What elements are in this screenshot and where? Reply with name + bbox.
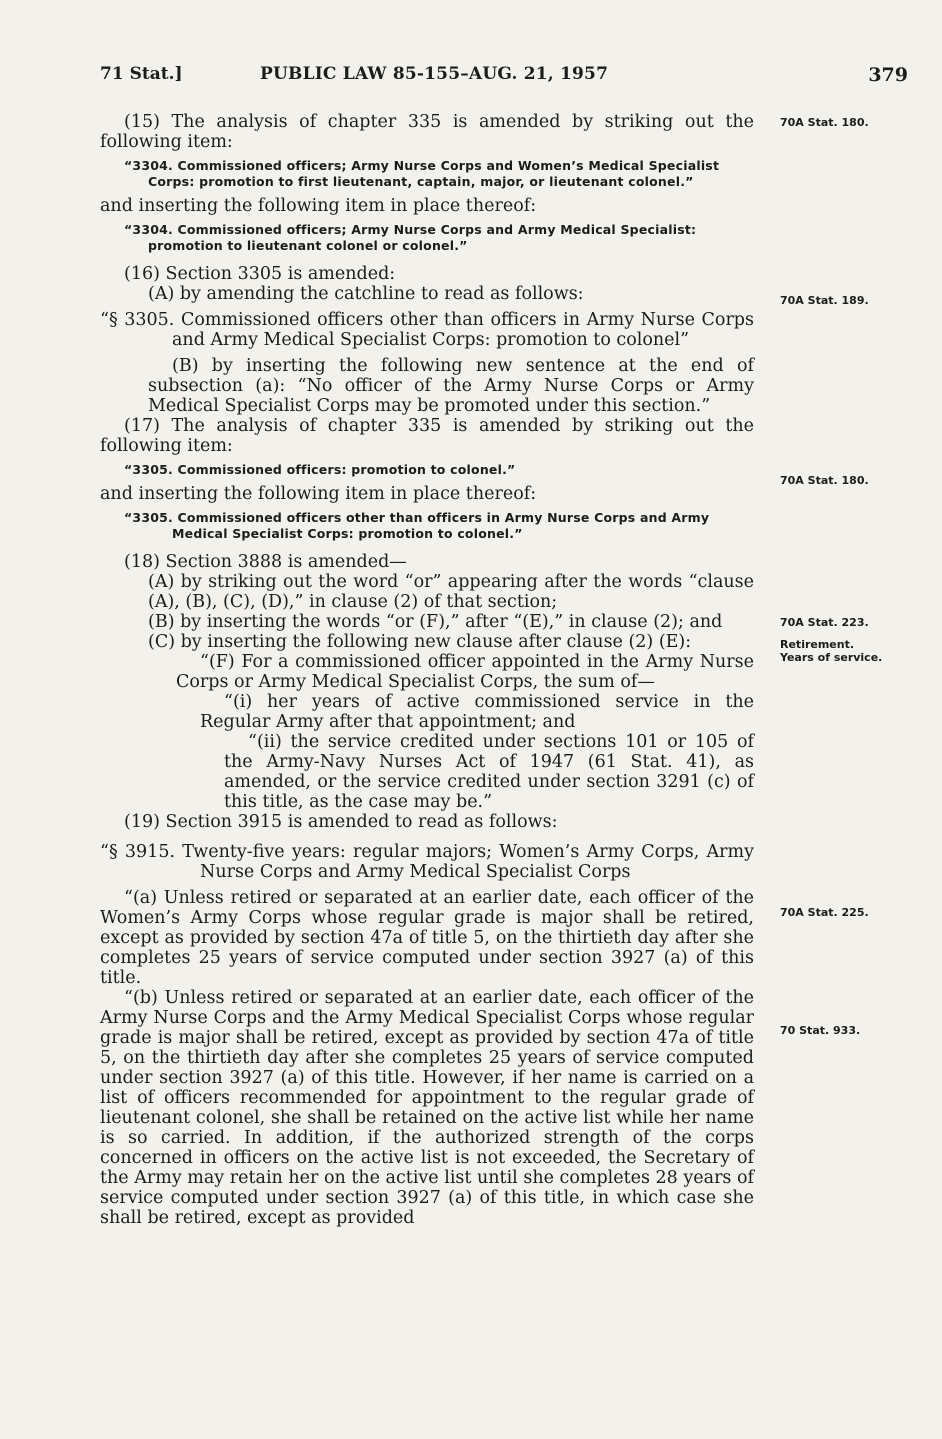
margin-note: 70A Stat. 180. xyxy=(780,116,869,129)
paragraph-18-c: (C) by inserting the following new clause after clause (2) (E): xyxy=(148,632,692,652)
clause-f-ii: “(ii) the service credited under sections 101 or 105 of the Army-Navy Nurses Act of 1947 (61 Stat. 41), as amended, or the service credited under section 3291 (c) of this title, as the case may be.” xyxy=(224,732,754,812)
struck-item-3305: “3305. Commissioned officers: promotion to colonel.” xyxy=(124,462,516,477)
paragraph-19: (19) Section 3915 is amended to read as follows: xyxy=(124,812,558,832)
paragraph-18-b: (B) by inserting the words “or (F),” after “(E),” in clause (2); and xyxy=(148,612,723,632)
law-text xyxy=(100,112,754,1228)
paragraph-18-a: (A) by striking out the word “or” appearing after the words “clause (A), (B), (C), (D),” in clause (2) of that section; xyxy=(148,572,754,612)
inserted-item-3304: “3304. Commissioned officers; Army Nurse Corps and Army Medical Specialist: promotion to lieutenant colonel or colonel.” xyxy=(124,222,697,253)
margin-note: Years of service. xyxy=(780,651,883,664)
inserted-item-3305: “3305. Commissioned officers other than officers in Army Nurse Corps and Army Medical Specialist Corps: promotion to colonel.” xyxy=(124,510,710,541)
paragraph-16-a: (A) by amending the catchline to read as follows: xyxy=(148,284,584,304)
insert-phrase: and inserting the following item in place thereof: xyxy=(100,196,537,216)
law-title: PUBLIC LAW 85-155–AUG. 21, 1957 xyxy=(260,64,609,84)
page-number: 379 xyxy=(868,64,908,86)
section-3305-catchline: “§ 3305. Commissioned officers other than officers in Army Nurse Corps and Army Medical Specialist Corps: promotion to colonel” xyxy=(100,310,754,350)
margin-note: 70A Stat. 180. xyxy=(780,474,869,487)
paragraph-16-b: (B) by inserting the following new sentence at the end of subsection (a): “No officer of the Army Nurse Corps or Army Medical Specialist Corps may be promoted under this section.” xyxy=(148,356,754,416)
section-3915-a: “(a) Unless retired or separated at an earlier date, each officer of the Women’s Army Corps whose regular grade is major shall be retired, except as provided by section 47a of title 5, on the thirtieth day after she completes 25 years of service computed under section 3927 (a) of this title. xyxy=(100,888,754,988)
clause-f: “(F) For a commissioned officer appointed in the Army Nurse Corps or Army Medical Specialist Corps, the sum of— xyxy=(176,652,754,692)
section-3915-catchline: “§ 3915. Twenty-five years: regular majors; Women’s Army Corps, Army Nurse Corps and Army Medical Specialist Corps xyxy=(100,842,754,882)
paragraph-18: (18) Section 3888 is amended— xyxy=(124,552,407,572)
struck-item-3304: “3304. Commissioned officers; Army Nurse Corps and Women’s Medical Specialist Corps: promotion to first lieutenant, captain, major, or lieutenant colonel.” xyxy=(124,158,720,189)
margin-note: 70A Stat. 225. xyxy=(780,906,869,919)
section-3915-b: “(b) Unless retired or separated at an earlier date, each officer of the Army Nurse Corps and the Army Medical Specialist Corps whose regular grade is major shall be retired, except as provided by section 47a of title 5, on the thirtieth day after she completes 25 years of service computed under section 3927 (a) of this title. However, if her name is carried on a list of officers recommended for appointment to the regular grade of lieutenant colonel, she shall be retained on the active list while her name is so carried. In addition, if the authorized strength of the corps concerned in officers on the active list is not exceeded, the Secretary of the Army may retain her on the active list until she completes 28 years of service computed under section 3927 (a) of this title, in which case she shall be retired, except as provided xyxy=(100,988,754,1228)
page-header xyxy=(100,64,908,92)
paragraph-15: (15) The analysis of chapter 335 is amended by striking out the following item: xyxy=(100,112,754,152)
clause-f-i: “(i) her years of active commissioned service in the Regular Army after that appointment; and xyxy=(200,692,754,732)
margin-note: Retirement. xyxy=(780,638,855,651)
insert-phrase-2: and inserting the following item in place thereof: xyxy=(100,484,537,504)
paragraph-17: (17) The analysis of chapter 335 is amended by striking out the following item: xyxy=(100,416,754,456)
paragraph-16: (16) Section 3305 is amended: xyxy=(124,264,396,284)
margin-note: 70 Stat. 933. xyxy=(780,1024,861,1037)
margin-note: 70A Stat. 189. xyxy=(780,294,869,307)
margin-note: 70A Stat. 223. xyxy=(780,616,869,629)
statute-volume: 71 Stat.] xyxy=(100,64,183,84)
